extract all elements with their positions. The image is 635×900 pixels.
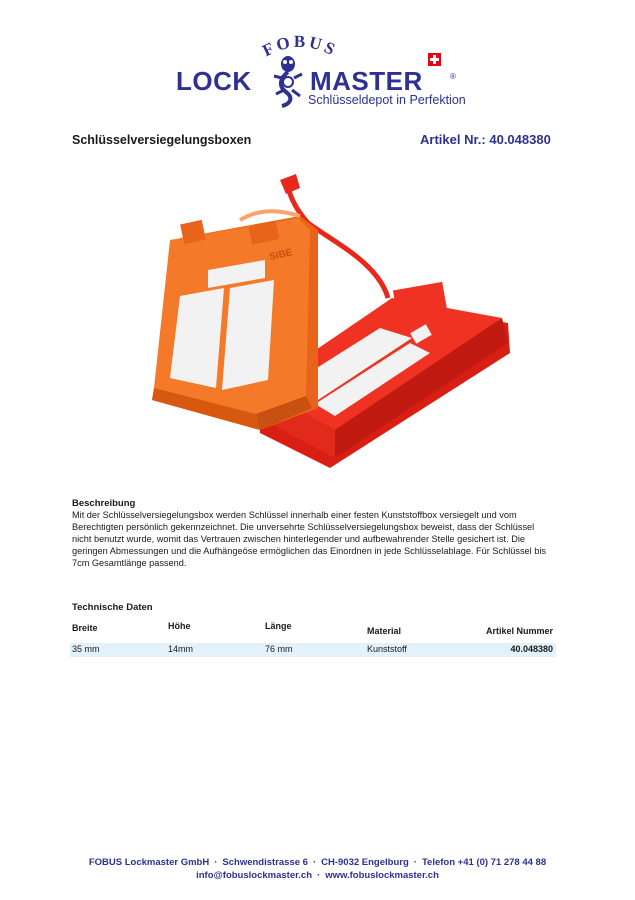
technical-table — [70, 620, 556, 657]
page-title: Schlüsselversiegelungsboxen — [72, 133, 252, 147]
footer-email-link[interactable]: info@fobuslockmaster.ch — [196, 870, 313, 881]
footer-website-link[interactable]: www.fobuslockmaster.ch — [325, 870, 439, 881]
footer-street: Schwendistrasse 6 — [222, 857, 308, 868]
article-number: Artikel Nr.: 40.048380 — [420, 132, 551, 147]
registered-mark: ® — [450, 72, 456, 81]
table-cell: 35 mm — [72, 644, 100, 654]
table-row — [70, 643, 556, 657]
table-cell: Kunststoff — [367, 644, 407, 654]
gecko-mascot-icon — [268, 52, 308, 108]
orange-seal-box — [152, 211, 318, 430]
table-cell: 76 mm — [265, 644, 293, 654]
table-cell: 40.048380 — [510, 644, 553, 654]
product-image — [130, 168, 530, 478]
logo-tagline: Schlüsseldepot in Perfektion — [308, 93, 466, 107]
description-body: Mit der Schlüsselversiegelungsbox werden Schlüssel innerhalb einer festen Kunststoffbox versiegelt und vom Berechtigten persönlich gekennzeichnet. Die unversehrte Schlüsselversiegelungsbox beweist, dass der Schlüssel nicht benutzt wurde, womit das Vertrauen zwischen hinterlegender und aufbewahrender Stelle gesichert ist. Die geringen Abmessungen und die Aufhängeöse ermöglichen das Einordnen in jede Schlüsselablage. Für Schlüssel bis 7cm Gesamtlänge passend. — [72, 510, 546, 569]
table-cell: 14mm — [168, 644, 194, 654]
footer-company: FOBUS Lockmaster GmbH — [88, 857, 210, 868]
description-heading: Beschreibung — [72, 498, 136, 509]
table-header-row — [70, 620, 556, 638]
column-header: Länge — [265, 621, 292, 631]
column-header: Artikel Nummer — [485, 626, 553, 636]
technical-heading: Technische Daten — [72, 602, 153, 613]
box-brand-label: SIBE — [268, 247, 294, 263]
column-header: Breite — [72, 623, 98, 633]
column-header: Material — [367, 626, 402, 636]
logo-arc-label: FOBUS — [259, 31, 341, 61]
swiss-flag-icon — [428, 53, 441, 66]
footer-contact: info@fobuslockmaster.ch · www.fobuslockmaster.ch — [196, 870, 439, 881]
footer-address: FOBUS Lockmaster GmbH · Schwendistrasse 6 · CH-9032 Engelburg · Telefon +41 (0) 71 278 44 88 — [88, 857, 547, 868]
logo-master-word: MASTER — [310, 66, 423, 96]
footer-city: CH-9032 Engelburg — [321, 857, 409, 868]
footer-phone[interactable]: Telefon +41 (0) 71 278 44 88 — [421, 857, 547, 868]
column-header: Höhe — [168, 621, 191, 631]
logo-lock-word: LOCK — [176, 66, 252, 96]
